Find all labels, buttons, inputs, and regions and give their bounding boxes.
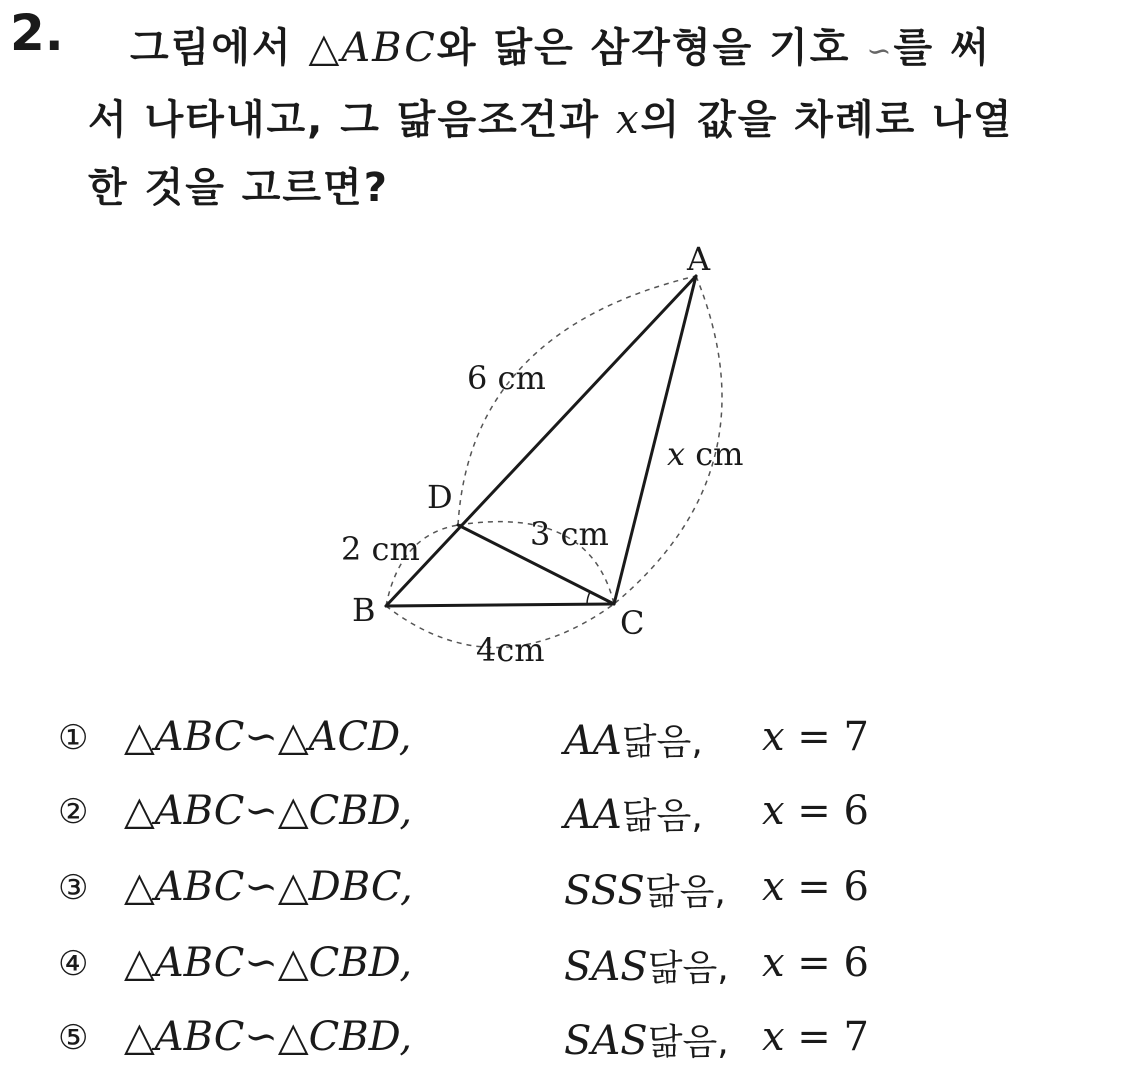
- length-ad-value: 6: [467, 359, 488, 397]
- length-label-dc: [530, 515, 609, 553]
- condition-suffix: 닮음,: [647, 1022, 729, 1063]
- length-ad-unit: cm: [497, 359, 546, 397]
- x-equals: = 7: [784, 714, 869, 760]
- angle-mark-c: [587, 592, 590, 604]
- choice-condition: [564, 864, 726, 915]
- choice-relation: △ABC∽△CBD,: [124, 940, 413, 986]
- length-label-db: [341, 530, 420, 568]
- length-bc-value: 4: [476, 631, 497, 669]
- choice-x-value: [762, 788, 869, 834]
- choice-condition: [564, 1014, 729, 1065]
- choice-condition: [564, 940, 729, 991]
- question-text-part: 를 써: [893, 25, 991, 71]
- choice-condition: [564, 788, 703, 839]
- vertex-b-label: B: [352, 591, 376, 629]
- choice-number: ①: [58, 718, 89, 758]
- condition-name: SAS: [564, 1018, 648, 1064]
- choice-number: ②: [58, 792, 89, 832]
- triangle-abc-math: △ABC: [308, 25, 437, 71]
- condition-suffix: 닮음,: [621, 796, 703, 837]
- x-variable: x: [762, 788, 785, 834]
- question-line-3: 한 것을 고르면?: [88, 165, 389, 211]
- choice-number: ③: [58, 868, 89, 908]
- length-bc-unit: cm: [496, 631, 545, 669]
- question-text-part: 그림에서: [130, 25, 309, 71]
- x-variable: x: [762, 714, 785, 760]
- question-text-part: 와 닮은 삼각형을 기호: [436, 25, 867, 71]
- condition-name: AA: [564, 792, 622, 838]
- choice-relation: △ABC∽△DBC,: [124, 864, 413, 910]
- condition-name: SAS: [564, 944, 648, 990]
- condition-suffix: 닮음,: [644, 872, 726, 913]
- x-variable: x: [762, 940, 785, 986]
- triangle-sides: [386, 276, 696, 606]
- length-ac-variable: x: [667, 435, 686, 473]
- length-db-unit: cm: [371, 530, 420, 568]
- vertex-d-label: D: [427, 478, 453, 516]
- vertex-c-label: C: [620, 604, 645, 642]
- similarity-symbol: ∽: [866, 34, 894, 69]
- length-dc-unit: cm: [560, 515, 609, 553]
- choice-x-value: [762, 864, 869, 910]
- choice-x-value: [762, 940, 869, 986]
- length-label-ac: [667, 435, 743, 473]
- choice-relation: △ABC∽△CBD,: [124, 1014, 413, 1060]
- question-number: 2.: [10, 4, 64, 62]
- side-bc: [386, 604, 614, 606]
- x-equals: = 6: [784, 788, 869, 834]
- choice-relation: △ABC∽△CBD,: [124, 788, 413, 834]
- length-ac-unit: cm: [695, 435, 744, 473]
- x-variable: x: [762, 864, 785, 910]
- choice-number: ④: [58, 944, 89, 984]
- choice-x-value: [762, 1014, 869, 1060]
- x-equals: = 6: [784, 940, 869, 986]
- length-label-ad: [467, 359, 546, 397]
- choice-number: ⑤: [58, 1018, 89, 1058]
- question-text-part: 의 값을 차례로 나열: [640, 97, 1014, 143]
- condition-suffix: 닮음,: [621, 722, 703, 763]
- length-dc-value: 3: [530, 515, 551, 553]
- x-equals: = 6: [784, 864, 869, 910]
- length-label-bc: [476, 631, 545, 669]
- variable-x: x: [615, 97, 641, 143]
- choice-condition: [564, 714, 703, 765]
- x-variable: x: [762, 1014, 785, 1060]
- choice-relation: △ABC∽△ACD,: [124, 714, 412, 760]
- length-db-value: 2: [341, 530, 362, 568]
- choice-x-value: [762, 714, 869, 760]
- condition-suffix: 닮음,: [647, 948, 729, 989]
- question-text-part: 서 나타내고, 그 닮음조건과: [88, 97, 616, 143]
- condition-name: SSS: [564, 868, 645, 914]
- condition-name: AA: [564, 718, 622, 764]
- vertex-a-label: A: [687, 240, 711, 278]
- x-equals: = 7: [784, 1014, 869, 1060]
- side-ab: [386, 276, 696, 606]
